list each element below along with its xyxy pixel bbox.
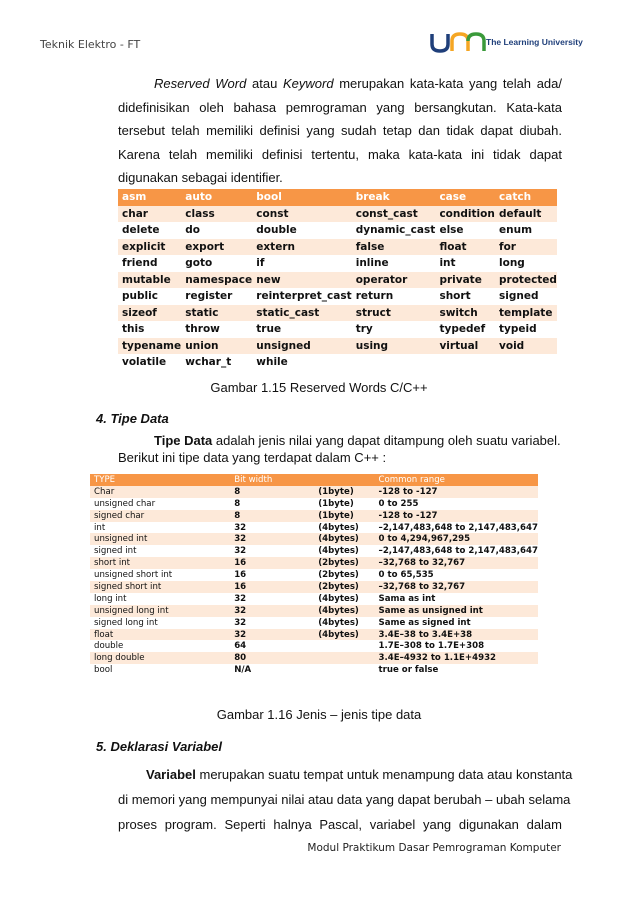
section5-line: di memori yang mempunyai nilai atau data yang dapat berubah – ubah selama	[118, 792, 571, 807]
keyword-cell: new	[252, 272, 351, 289]
bytes-cell: (4bytes)	[314, 605, 374, 617]
type-table-row	[90, 533, 538, 545]
keyword-cell: asm	[118, 189, 181, 206]
keyword-cell: inline	[352, 255, 436, 272]
bytes-cell: (4bytes)	[314, 533, 374, 545]
keyword-cell: void	[495, 338, 557, 355]
bit-width-cell: 32	[230, 533, 314, 545]
keyword-cell: break	[352, 189, 436, 206]
keyword-cell: char	[118, 206, 181, 223]
bytes-cell	[314, 652, 374, 664]
bit-width-cell: 32	[230, 617, 314, 629]
keyword-cell: export	[181, 239, 252, 256]
keyword-cell: dynamic_cast	[352, 222, 436, 239]
bit-width-cell: 8	[230, 510, 314, 522]
range-cell: Sama as int	[375, 593, 538, 605]
bytes-cell: (4bytes)	[314, 593, 374, 605]
bytes-cell: (2bytes)	[314, 569, 374, 581]
keyword-cell: false	[352, 239, 436, 256]
keyword-cell: int	[435, 255, 495, 272]
keyword-cell: else	[435, 222, 495, 239]
keyword-cell: protected	[495, 272, 557, 289]
type-table-row	[90, 581, 538, 593]
type-table-row	[90, 545, 538, 557]
keyword-cell: float	[435, 239, 495, 256]
keyword-cell: mutable	[118, 272, 181, 289]
bytes-cell: (2bytes)	[314, 581, 374, 593]
section5-text: merupakan suatu tempat untuk menampung data atau konstanta	[195, 767, 573, 782]
keyword-cell: throw	[181, 321, 252, 338]
range-cell: 0 to 255	[375, 498, 538, 510]
keyword-cell: static	[181, 305, 252, 322]
keyword-cell: default	[495, 206, 557, 223]
type-name-cell: bool	[90, 664, 230, 676]
type-name-cell: int	[90, 522, 230, 534]
range-cell: -128 to -127	[375, 510, 538, 522]
section4-line: Berikut ini tipe data yang terdapat dalam C++ :	[118, 450, 387, 465]
keyword-table-row	[118, 321, 557, 338]
term-keyword: Keyword	[282, 76, 334, 91]
keyword-table-row	[118, 272, 557, 289]
type-name-cell: signed char	[90, 510, 230, 522]
keyword-cell: do	[181, 222, 252, 239]
keyword-table-row	[118, 338, 557, 355]
section-title: 4. Tipe Data	[96, 411, 169, 426]
intro-text: merupakan kata-kata yang telah ada/	[333, 76, 562, 91]
column-header: Common range	[375, 474, 538, 486]
type-table-row	[90, 664, 538, 676]
keyword-cell: auto	[181, 189, 252, 206]
section-title: 5. Deklarasi Variabel	[96, 739, 222, 754]
bit-width-cell: 8	[230, 498, 314, 510]
bit-width-cell: 8	[230, 486, 314, 498]
keyword-cell: switch	[435, 305, 495, 322]
keyword-table-row	[118, 239, 557, 256]
type-name-cell: signed long int	[90, 617, 230, 629]
keyword-cell: using	[352, 338, 436, 355]
keyword-table	[118, 189, 557, 371]
section4-paragraph	[118, 432, 562, 466]
section4-text: adalah jenis nilai yang dapat ditampung oleh suatu variabel.	[212, 433, 561, 448]
type-name-cell: unsigned long int	[90, 605, 230, 617]
type-table-row	[90, 522, 538, 534]
keyword-cell: const	[252, 206, 351, 223]
keyword-cell: condition	[435, 206, 495, 223]
column-header	[314, 474, 374, 486]
type-name-cell: signed int	[90, 545, 230, 557]
type-table-row	[90, 557, 538, 569]
keyword-cell: signed	[495, 288, 557, 305]
section5-line: proses program. Seperti halnya Pascal, variabel yang digunakan dalam	[118, 817, 562, 832]
type-table-header	[90, 474, 538, 486]
keyword-cell: double	[252, 222, 351, 239]
bit-width-cell: 32	[230, 522, 314, 534]
logo-text: The Learning University	[486, 37, 583, 47]
keyword-table-row	[118, 255, 557, 272]
range-cell: 3.4E–38 to 3.4E+38	[375, 629, 538, 641]
keyword-cell: extern	[252, 239, 351, 256]
range-cell: –2,147,483,648 to 2,147,483,647	[375, 545, 538, 557]
type-name-cell: signed short int	[90, 581, 230, 593]
type-table-row	[90, 486, 538, 498]
keyword-cell: public	[118, 288, 181, 305]
intro-text: atau	[246, 76, 283, 91]
keyword-cell: template	[495, 305, 557, 322]
figure-caption: Gambar 1.15 Reserved Words C/C++	[210, 380, 428, 395]
keyword-cell: try	[352, 321, 436, 338]
type-name-cell: long double	[90, 652, 230, 664]
keyword-cell: long	[495, 255, 557, 272]
type-table-row	[90, 510, 538, 522]
keyword-cell: short	[435, 288, 495, 305]
range-cell: 0 to 4,294,967,295	[375, 533, 538, 545]
type-name-cell: short int	[90, 557, 230, 569]
term-reserved-word: Reserved Word	[154, 76, 247, 91]
keyword-cell: return	[352, 288, 436, 305]
keyword-cell: typedef	[435, 321, 495, 338]
range-cell: 0 to 65,535	[375, 569, 538, 581]
keyword-cell: typename	[118, 338, 181, 355]
keyword-cell: struct	[352, 305, 436, 322]
type-name-cell: double	[90, 640, 230, 652]
keyword-cell: if	[252, 255, 351, 272]
keyword-cell: bool	[252, 189, 351, 206]
keyword-cell: operator	[352, 272, 436, 289]
column-header: TYPE	[90, 474, 230, 486]
type-table-row	[90, 498, 538, 510]
keyword-cell: static_cast	[252, 305, 351, 322]
bit-width-cell: 64	[230, 640, 314, 652]
range-cell: –32,768 to 32,767	[375, 557, 538, 569]
intro-line: digunakan sebagai identifier.	[118, 170, 283, 185]
type-name-cell: Char	[90, 486, 230, 498]
keyword-cell: union	[181, 338, 252, 355]
bit-width-cell: 32	[230, 545, 314, 557]
type-table-row	[90, 629, 538, 641]
keyword-table-row	[118, 222, 557, 239]
type-table-row	[90, 652, 538, 664]
type-name-cell: unsigned short int	[90, 569, 230, 581]
keyword-cell: sizeof	[118, 305, 181, 322]
page-footer: Modul Praktikum Dasar Pemrograman Komputer	[307, 842, 561, 854]
intro-paragraph	[118, 72, 562, 190]
keyword-cell: wchar_t	[181, 354, 252, 371]
intro-line: tersebut telah memiliki definisi yang sudah tetap dan tidak dapat diubah.	[118, 123, 562, 138]
keyword-cell: typeid	[495, 321, 557, 338]
term-tipe-data: Tipe Data	[154, 433, 213, 448]
bytes-cell: (1byte)	[314, 498, 374, 510]
keyword-cell: enum	[495, 222, 557, 239]
keyword-cell: explicit	[118, 239, 181, 256]
figure-caption: Gambar 1.16 Jenis – jenis tipe data	[216, 707, 422, 722]
range-cell: 3.4E–4932 to 1.1E+4932	[375, 652, 538, 664]
keyword-table-row	[118, 305, 557, 322]
keyword-cell: case	[435, 189, 495, 206]
keyword-cell: for	[495, 239, 557, 256]
keyword-cell: unsigned	[252, 338, 351, 355]
range-cell: 1.7E–308 to 1.7E+308	[375, 640, 538, 652]
bytes-cell	[314, 640, 374, 652]
keyword-cell: class	[181, 206, 252, 223]
keyword-cell: volatile	[118, 354, 181, 371]
bit-width-cell: 16	[230, 581, 314, 593]
range-cell: Same as signed int	[375, 617, 538, 629]
bytes-cell: (1byte)	[314, 486, 374, 498]
keyword-cell: virtual	[435, 338, 495, 355]
keyword-cell: delete	[118, 222, 181, 239]
bit-width-cell: 32	[230, 605, 314, 617]
keyword-table-row	[118, 206, 557, 223]
range-cell: true or false	[375, 664, 538, 676]
keyword-table-row	[118, 354, 557, 371]
type-table-row	[90, 640, 538, 652]
keyword-cell: register	[181, 288, 252, 305]
keyword-cell	[495, 354, 557, 371]
keyword-cell: while	[252, 354, 351, 371]
type-name-cell: unsigned char	[90, 498, 230, 510]
bytes-cell: (4bytes)	[314, 545, 374, 557]
type-table-row	[90, 605, 538, 617]
column-header: Bit width	[230, 474, 314, 486]
intro-line: didefinisikan oleh bahasa pemrograman yang bersangkutan. Kata-kata	[118, 99, 562, 115]
bit-width-cell: N/A	[230, 664, 314, 676]
bit-width-cell: 16	[230, 557, 314, 569]
keyword-cell	[435, 354, 495, 371]
keyword-cell: friend	[118, 255, 181, 272]
bytes-cell: (4bytes)	[314, 629, 374, 641]
type-table-row	[90, 569, 538, 581]
range-cell: –2,147,483,648 to 2,147,483,647	[375, 522, 538, 534]
keyword-cell: reinterpret_cast	[252, 288, 351, 305]
section5-paragraph	[118, 762, 573, 837]
range-cell: -128 to -127	[375, 486, 538, 498]
bit-width-cell: 32	[230, 593, 314, 605]
intro-line: Karena telah memiliki definisi tertentu, maka kata-kata ini tidak dapat	[118, 146, 562, 162]
bit-width-cell: 32	[230, 629, 314, 641]
type-table-row	[90, 617, 538, 629]
keyword-cell: catch	[495, 189, 557, 206]
type-name-cell: unsigned int	[90, 533, 230, 545]
keyword-cell: private	[435, 272, 495, 289]
bytes-cell: (1byte)	[314, 510, 374, 522]
keyword-cell: this	[118, 321, 181, 338]
keyword-cell	[352, 354, 436, 371]
type-name-cell: long int	[90, 593, 230, 605]
type-table-row	[90, 593, 538, 605]
keyword-cell: true	[252, 321, 351, 338]
keyword-table-row	[118, 288, 557, 305]
term-variabel: Variabel	[146, 767, 196, 782]
keyword-cell: goto	[181, 255, 252, 272]
keyword-cell: const_cast	[352, 206, 436, 223]
bit-width-cell: 16	[230, 569, 314, 581]
bytes-cell	[314, 664, 374, 676]
bit-width-cell: 80	[230, 652, 314, 664]
range-cell: –32,768 to 32,767	[375, 581, 538, 593]
keyword-cell: namespace	[181, 272, 252, 289]
header-text: Teknik Elektro - FT	[40, 38, 141, 51]
bytes-cell: (4bytes)	[314, 522, 374, 534]
data-type-table	[90, 474, 538, 676]
keyword-table-header	[118, 189, 557, 206]
bytes-cell: (2bytes)	[314, 557, 374, 569]
type-name-cell: float	[90, 629, 230, 641]
range-cell: Same as unsigned int	[375, 605, 538, 617]
bytes-cell: (4bytes)	[314, 617, 374, 629]
